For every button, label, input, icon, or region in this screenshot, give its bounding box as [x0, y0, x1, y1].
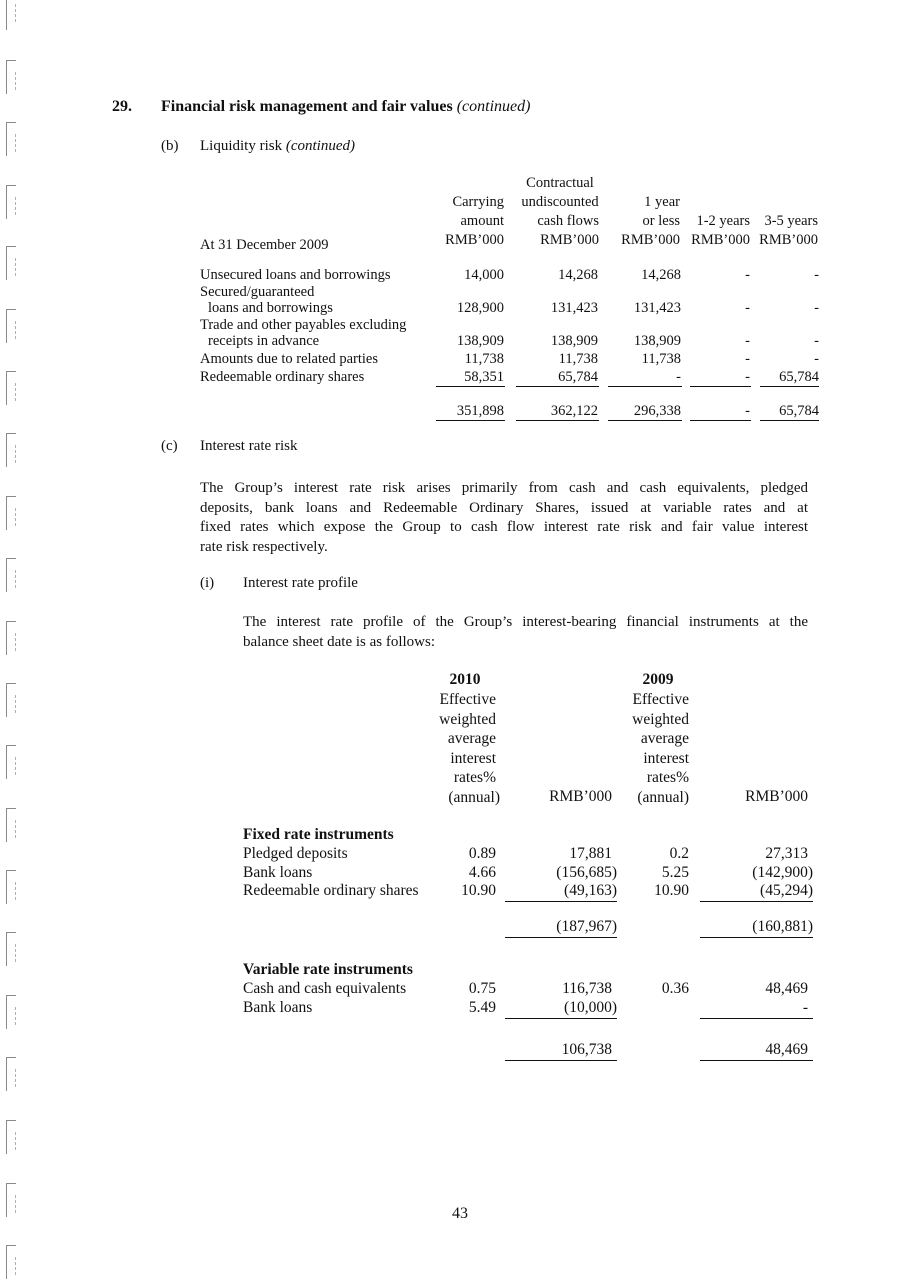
rate-subtotal-rule: [700, 901, 813, 902]
binder-mark: [4, 1120, 18, 1160]
rate-header-line: Effective: [632, 691, 689, 708]
liq-cell: 128,900: [456, 300, 504, 316]
rate-header-2010: [420, 690, 506, 808]
sub-b-title: [200, 138, 355, 155]
liq-header-line: RMB’000: [540, 232, 599, 248]
binder-mark: [4, 1245, 18, 1285]
paragraph-line: balance sheet date is as follows:: [243, 633, 436, 650]
rate-subtotal-rule: [505, 901, 617, 902]
paragraph-line: fixed rates which expose the Group to cash flow interest rate risk and fair value interest: [200, 519, 808, 535]
binder-mark: [4, 309, 18, 349]
paragraph-line: The interest rate profile of the Group’s interest-bearing financial instruments at the: [243, 614, 808, 630]
liq-header-carrying: [400, 193, 504, 250]
liq-header-line: amount: [460, 213, 504, 229]
rate-header-line: interest: [450, 749, 496, 767]
binder-mark: [4, 0, 18, 36]
rate-cell-a1: (10,000): [564, 999, 617, 1016]
rate-header-line: rates%: [646, 769, 689, 787]
rate-subtotal-rule: [700, 1018, 813, 1019]
rate-cell-r2: 0.36: [661, 980, 689, 997]
liq-cell: 65,784: [779, 369, 819, 385]
section-number: 29.: [112, 98, 132, 115]
rate-row-label: Bank loans: [243, 864, 313, 881]
liq-header-line: undiscounted: [521, 194, 599, 210]
liq-cell: 14,268: [641, 267, 681, 283]
rate-year-2009: 2009: [642, 671, 674, 688]
rate-header-line: average: [640, 730, 689, 748]
rate-cell-a1: 17,881: [569, 845, 612, 862]
binder-mark: [4, 1057, 18, 1097]
rate-year-2010: 2010: [449, 671, 481, 688]
liq-header-line: Carrying: [452, 194, 504, 210]
liq-subtotal-rule: [608, 386, 682, 387]
liq-cell: -: [745, 351, 750, 367]
binder-mark: [4, 932, 18, 972]
page-number: 43: [452, 1205, 468, 1222]
liq-header-line: or less: [642, 213, 680, 229]
rate-total-rule: [700, 1060, 813, 1061]
rate-cell-a2: (45,294): [760, 882, 813, 899]
rate-header-line: weighted: [439, 710, 496, 728]
rate-subtotal-rule: [505, 1018, 617, 1019]
sub-b-title-text: Liquidity risk: [200, 138, 283, 154]
liq-row-label: Redeemable ordinary shares: [200, 369, 365, 385]
rate-cell-r1: 5.49: [468, 999, 496, 1016]
liq-total-cell: 351,898: [456, 403, 504, 419]
liq-header-line: 1-2 years: [696, 213, 750, 229]
sub-i-paragraph: [243, 613, 808, 652]
rate-cell-r2: 0.2: [669, 845, 689, 862]
liq-header-3-5years: [750, 212, 818, 250]
rate-header-line: (annual): [637, 788, 689, 806]
rate-cell-r1: 4.66: [468, 864, 496, 881]
liq-subtotal-rule: [436, 386, 505, 387]
liq-cell: -: [814, 267, 819, 283]
sub-i-title: Interest rate profile: [243, 575, 358, 591]
liq-total-cell: 362,122: [550, 403, 598, 419]
rate-total-2: 48,469: [765, 1041, 808, 1058]
binder-mark: [4, 60, 18, 100]
rate-cell-a1: (156,685): [556, 864, 617, 881]
liq-header-line: 1 year: [644, 194, 680, 210]
liq-total-cell: 65,784: [779, 403, 819, 419]
sub-b-continued: (continued): [285, 138, 355, 154]
binder-mark: [4, 683, 18, 723]
liq-cell: -: [814, 333, 819, 349]
liq-cell: 131,423: [550, 300, 598, 316]
liq-cell: 14,000: [464, 267, 504, 283]
rate-row-label: Pledged deposits: [243, 845, 348, 862]
variable-heading: Variable rate instruments: [243, 961, 413, 978]
liq-cell: 11,738: [558, 351, 598, 367]
rate-header-line: (annual): [448, 788, 500, 806]
liq-cell: 138,909: [633, 333, 681, 349]
liq-row-label: Unsecured loans and borrowings: [200, 267, 391, 283]
liq-total-cell: -: [745, 403, 750, 419]
liq-total-rule: [690, 420, 751, 421]
section-continued: (continued): [456, 98, 531, 115]
liq-cell: -: [814, 300, 819, 316]
binder-mark: [4, 185, 18, 225]
liq-row-label: receipts in advance: [208, 333, 320, 349]
rate-total-2: (160,881): [752, 918, 813, 935]
rate-header-line: Effective: [439, 691, 496, 708]
sub-i-label: (i): [200, 575, 215, 591]
rate-header-2009: [610, 690, 696, 808]
binder-mark: [4, 1183, 18, 1223]
liq-header-line: Contractual: [526, 175, 594, 191]
rate-cell-a2: 27,313: [765, 845, 808, 862]
liq-row-label: Trade and other payables excluding: [200, 317, 407, 333]
liq-total-rule: [436, 420, 505, 421]
binder-mark: [4, 870, 18, 910]
liq-header-1-2years: [680, 212, 750, 250]
rate-header-rmb-2009: RMB’000: [745, 788, 808, 805]
liq-date-label: At 31 December 2009: [200, 237, 329, 253]
binder-mark: [4, 621, 18, 661]
binder-mark: [4, 496, 18, 536]
binder-mark: [4, 745, 18, 785]
sub-c-title: Interest rate risk: [200, 438, 298, 454]
paragraph-line: deposits, bank loans and Redeemable Ordinary Shares, issued at variable rates and at: [200, 499, 808, 516]
rate-total-rule: [505, 937, 617, 938]
sub-b-label: (b): [161, 138, 179, 154]
binder-mark: [4, 122, 18, 162]
liq-cell: 138,909: [550, 333, 598, 349]
liq-cell: -: [745, 333, 750, 349]
liq-cell: 14,268: [558, 267, 598, 283]
binder-mark: [4, 808, 18, 848]
liq-subtotal-rule: [516, 386, 599, 387]
section-title-text: Financial risk management and fair values: [161, 98, 453, 115]
rate-header-line: average: [447, 730, 496, 748]
liq-row-label: Secured/guaranteed: [200, 284, 315, 300]
liq-cell: 65,784: [558, 369, 598, 385]
liq-header-1year: [600, 193, 680, 250]
rate-cell-a2: -: [802, 999, 808, 1016]
liq-total-cell: 296,338: [633, 403, 681, 419]
binder-mark: [4, 558, 18, 598]
rate-cell-r2: 10.90: [654, 882, 689, 899]
liq-subtotal-rule: [690, 386, 751, 387]
liq-header-line: RMB’000: [621, 232, 680, 248]
binder-mark: [4, 995, 18, 1035]
paragraph-line: rate risk respectively.: [200, 538, 328, 555]
liq-total-rule: [516, 420, 599, 421]
rate-total-rule: [505, 1060, 617, 1061]
paragraph-line: The Group’s interest rate risk arises primarily from cash and cash equivalents, pledged: [200, 480, 808, 496]
rate-cell-a2: 48,469: [765, 980, 808, 997]
liq-header-line: RMB’000: [445, 232, 504, 248]
rate-row-label: Cash and cash equivalents: [243, 980, 407, 997]
liq-header-line: 3-5 years: [764, 213, 818, 229]
liq-row-label: loans and borrowings: [208, 300, 333, 316]
binder-mark: [4, 246, 18, 286]
binder-mark: [4, 433, 18, 473]
rate-total-1: (187,967): [556, 918, 617, 935]
liq-cell: 11,738: [641, 351, 681, 367]
rate-cell-r2: 5.25: [661, 864, 689, 881]
liq-cell: 131,423: [633, 300, 681, 316]
fixed-heading: Fixed rate instruments: [243, 826, 394, 843]
liq-cell: -: [814, 351, 819, 367]
liq-header-line: RMB’000: [691, 232, 750, 248]
rate-header-line: weighted: [632, 710, 689, 728]
liq-header-contractual: [506, 174, 614, 250]
rate-row-label: Bank loans: [243, 999, 313, 1016]
rate-cell-r1: 10.90: [461, 882, 496, 899]
liq-cell: 11,738: [464, 351, 504, 367]
rate-header-line: interest: [643, 749, 689, 767]
rate-total-rule: [700, 937, 813, 938]
rate-header-rmb-2010: RMB’000: [549, 788, 612, 805]
liq-cell: -: [745, 300, 750, 316]
liq-subtotal-rule: [760, 386, 819, 387]
liq-cell: -: [745, 267, 750, 283]
rate-cell-a1: (49,163): [564, 882, 617, 899]
rate-header-line: rates%: [453, 769, 496, 787]
liq-cell: -: [745, 369, 750, 385]
rate-cell-a1: 116,738: [562, 980, 612, 997]
rate-cell-a2: (142,900): [752, 864, 813, 881]
liq-row-label: Amounts due to related parties: [200, 351, 378, 367]
rate-row-label: Redeemable ordinary shares: [243, 882, 419, 899]
rate-cell-r1: 0.89: [468, 845, 496, 862]
liq-cell: 58,351: [464, 369, 504, 385]
liq-cell: -: [676, 369, 681, 385]
section-title: [161, 98, 530, 116]
liq-header-line: cash flows: [537, 213, 599, 229]
sub-c-paragraph: [200, 479, 808, 557]
rate-total-1: 106,738: [561, 1041, 612, 1058]
binder-mark: [4, 371, 18, 411]
liq-cell: 138,909: [456, 333, 504, 349]
liq-total-rule: [608, 420, 682, 421]
rate-cell-r1: 0.75: [468, 980, 496, 997]
liq-total-rule: [760, 420, 819, 421]
liq-header-line: RMB’000: [759, 232, 818, 248]
sub-c-label: (c): [161, 438, 178, 454]
